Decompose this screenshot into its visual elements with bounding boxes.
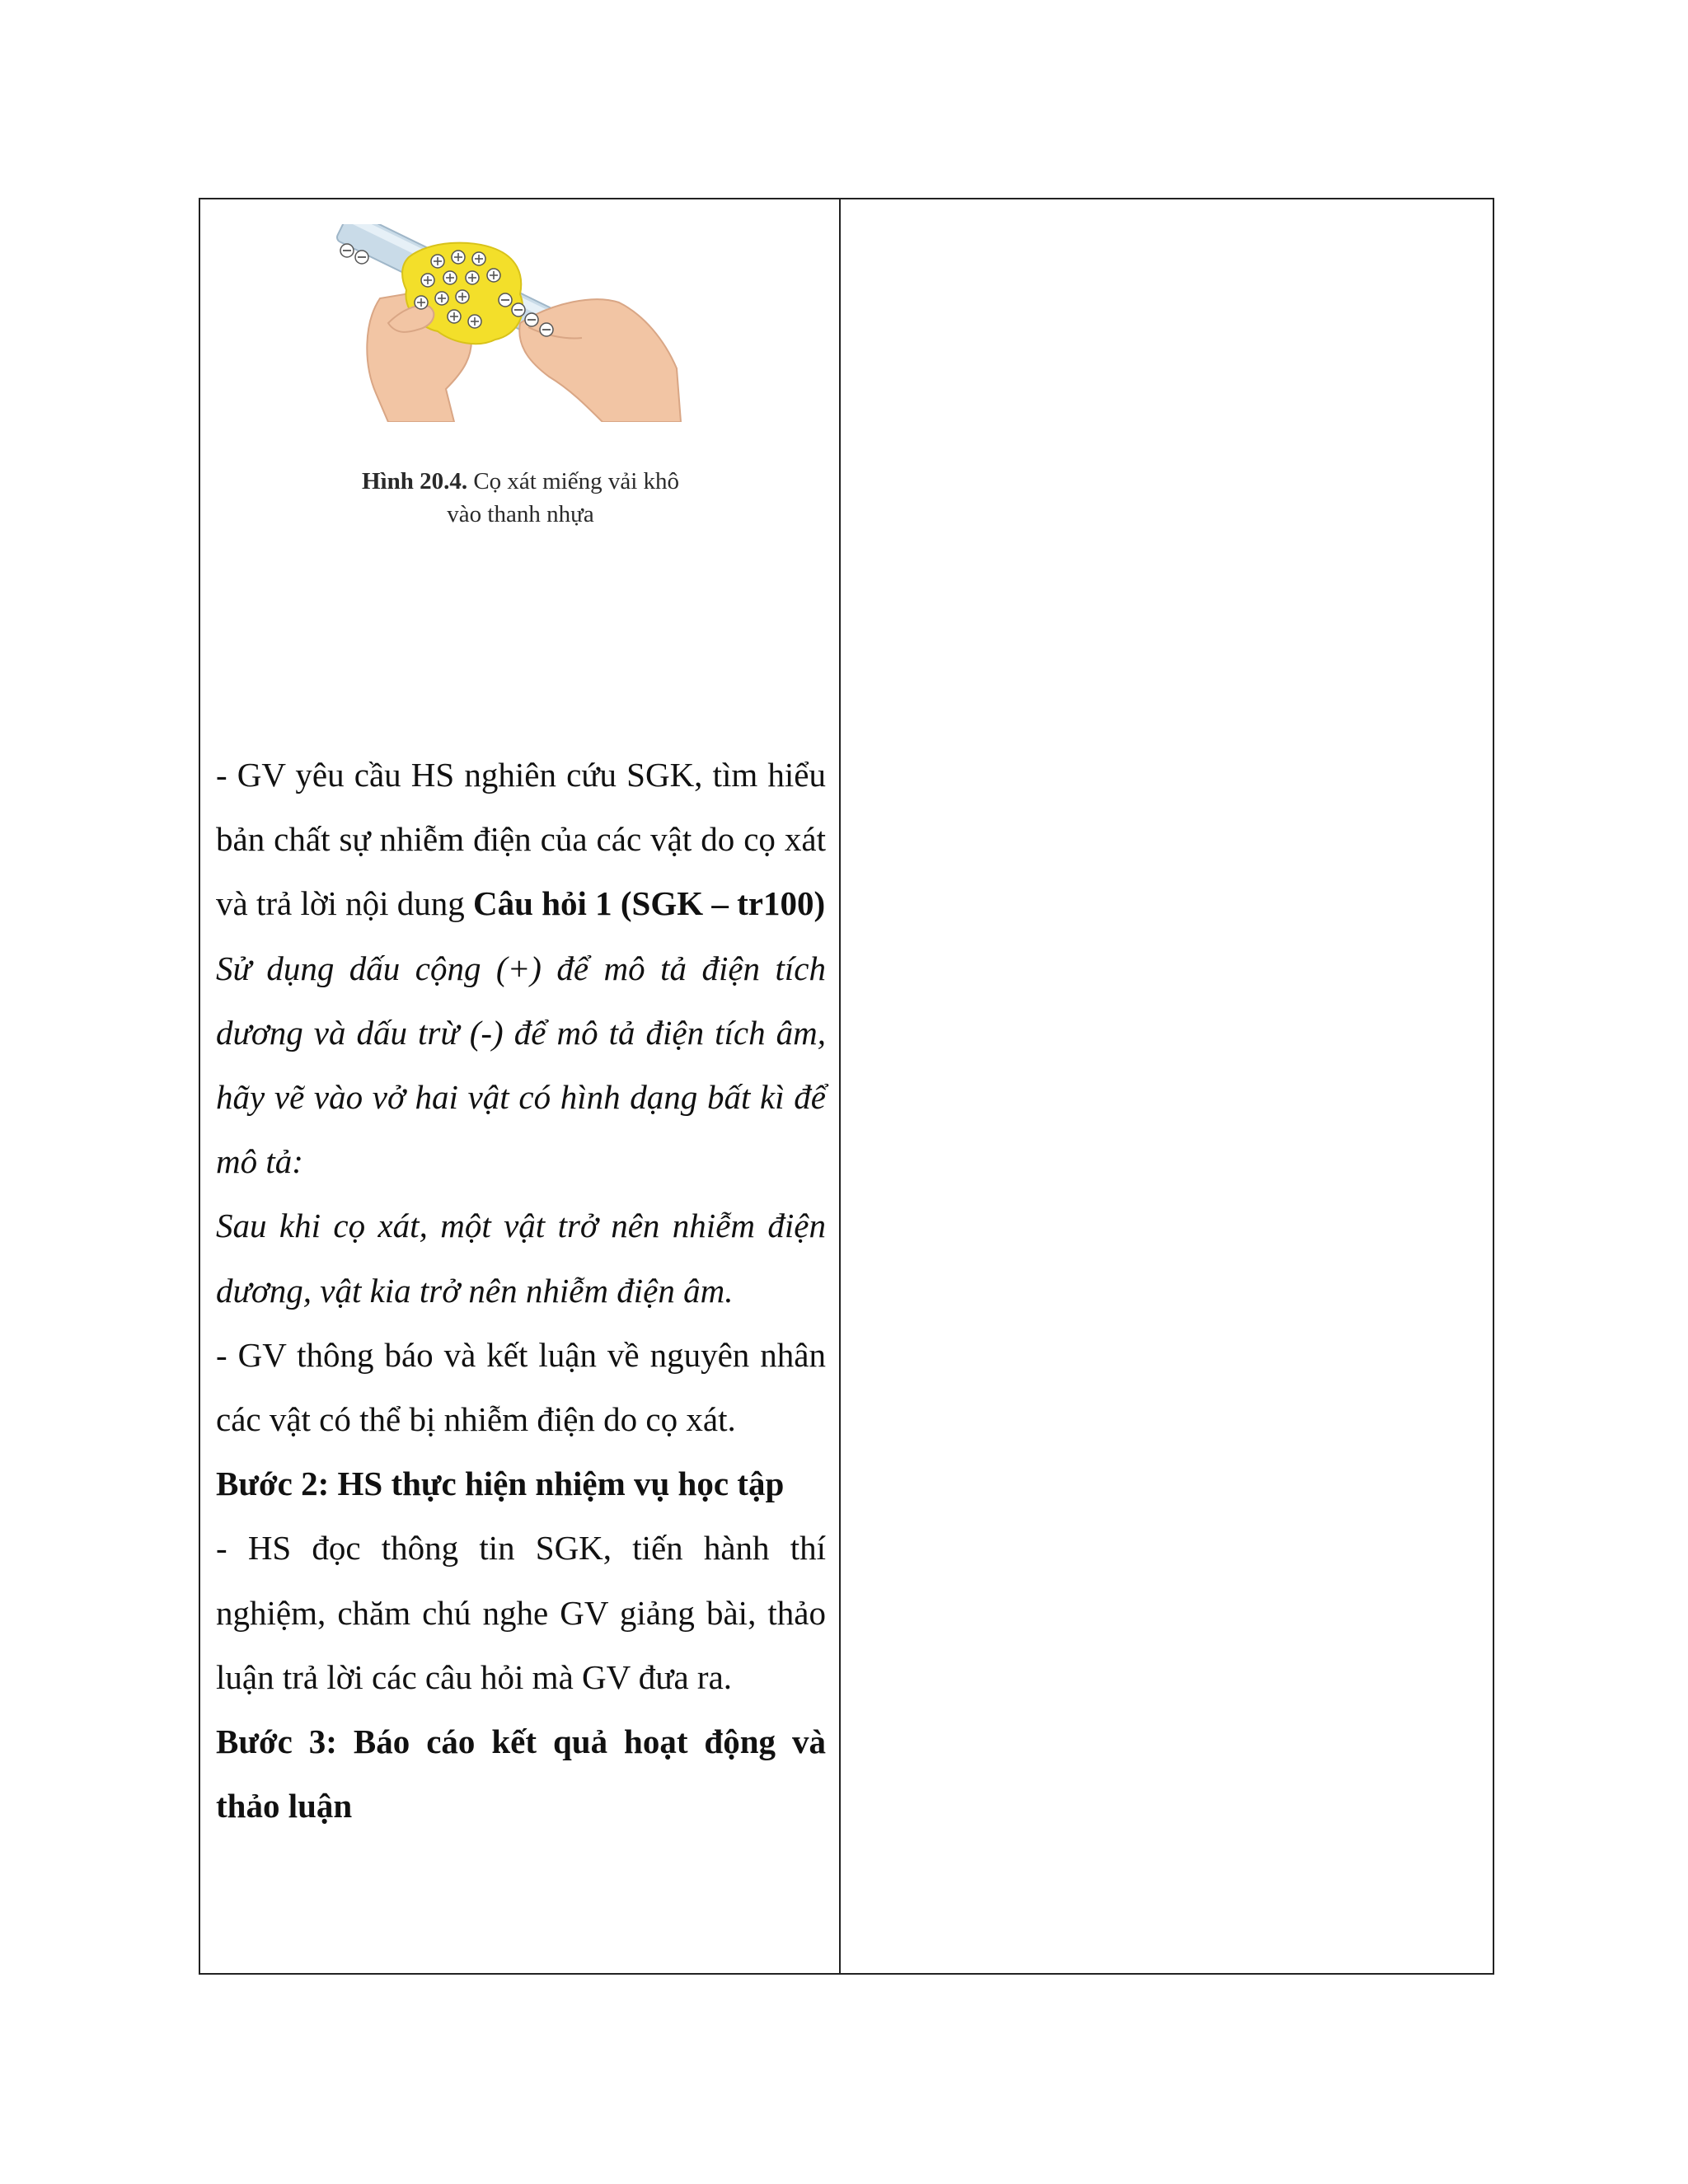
lesson-table [199, 198, 1494, 1975]
step-2-heading: Bước 2: HS thực hiện nhiệm vụ học tập [216, 1465, 785, 1503]
step-2-paragraph: - HS đọc thông tin SGK, tiến hành thí nghiệm, chăm chú nghe GV giảng bài, thảo luận trả lời các câu hỏi mà GV đưa ra. [216, 1529, 826, 1696]
caption-text-line2: vào thanh nhựa [447, 501, 594, 527]
question-reference: Câu hỏi 1 (SGK – tr100) [473, 884, 826, 923]
figure-caption [200, 465, 841, 531]
instruction-text: - GV yêu cầu HS nghiên cứu SGK, tìm hiểu bản chất sự nhiễm điện của các vật do cọ xát và trả lời nội dung [216, 756, 826, 923]
content-column [841, 199, 1493, 1973]
instruction-paragraph [216, 743, 826, 936]
caption-label: Hình 20.4. [361, 468, 468, 494]
figure-20-4 [200, 224, 841, 719]
activity-text [216, 743, 826, 1838]
question-prompt: Sử dụng dấu cộng (+) để mô tả điện tích dương và dấu trừ (-) để mô tả điện tích âm, hãy vẽ vào vở hai vật có hình dạng bất kì để mô tả: [216, 949, 826, 1181]
question-statement: Sau khi cọ xát, một vật trở nên nhiễm điện dương, vật kia trở nên nhiễm điện âm. [216, 1207, 826, 1310]
rubbing-cloth-plastic-rod-illustration [331, 224, 685, 422]
caption-text-line1: Cọ xát miếng vải khô [467, 468, 680, 494]
step-3-heading: Bước 3: Báo cáo kết quả hoạt động và thảo luận [216, 1722, 826, 1825]
conclusion-paragraph: - GV thông báo và kết luận về nguyên nhân các vật có thể bị nhiễm điện do cọ xát. [216, 1335, 826, 1439]
activity-column [200, 199, 841, 1973]
